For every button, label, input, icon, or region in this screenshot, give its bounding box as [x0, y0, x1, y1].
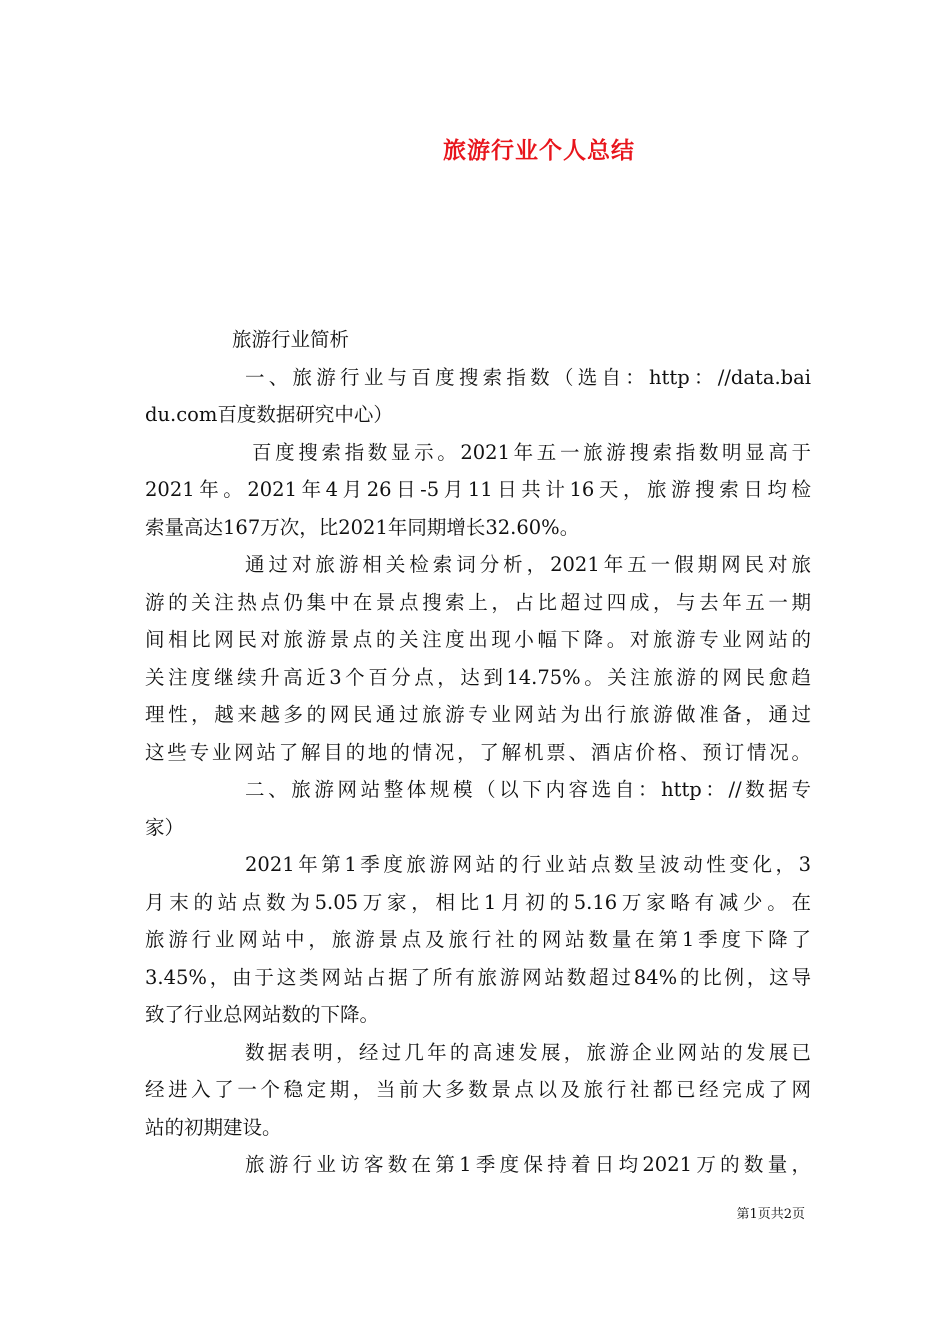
body-line: 致了行业总网站数的下降。 — [145, 1003, 380, 1026]
body-line: 站的初期建设。 — [145, 1115, 282, 1139]
body-line: 月末的站点数为5.05万家，相比1月初的5.16万家略有减少。在 — [145, 890, 811, 914]
body-line: 关注度继续升高近3个百分点，达到14.75%。关注旅游的网民愈趋 — [145, 665, 811, 689]
body-line: 2021年。2021年4月26日-5月11日共计16天，旅游搜索日均检 — [145, 478, 811, 501]
body-line: du.com百度数据研究中心） — [145, 403, 393, 426]
body-line: 理性，越来越多的网民通过旅游专业网站为出行旅游做准备，通过 — [145, 703, 811, 726]
body-line: 旅游行业网站中，旅游景点及旅行社的网站数量在第1季度下降了 — [145, 928, 811, 951]
section-heading: 旅游行业简析 — [232, 328, 350, 351]
body-line: 2021年第1季度旅游网站的行业站点数呈波动性变化，3 — [245, 853, 811, 876]
body-line: 游的关注热点仍集中在景点搜索上，占比超过四成，与去年五一期 — [145, 590, 811, 614]
document-title: 旅游行业个人总结 — [443, 137, 635, 164]
body-line: 这些专业网站了解目的地的情况，了解机票、酒店价格、预订情况。 — [145, 740, 811, 764]
body-line: 旅游行业访客数在第1季度保持着日均2021万的数量， — [245, 1153, 811, 1176]
body-line: 家） — [145, 815, 185, 839]
body-line: 经进入了一个稳定期，当前大多数景点以及旅行社都已经完成了网 — [145, 1078, 811, 1101]
body-line: 索量高达167万次，比2021年同期增长32.60%。 — [145, 515, 580, 539]
body-line: 数据表明，经过几年的高速发展，旅游企业网站的发展已 — [245, 1040, 811, 1064]
page-number-footer: 第1页共2页 — [736, 1207, 805, 1222]
body-line: 3.45%，由于这类网站占据了所有旅游网站数超过84%的比例，这导 — [145, 965, 811, 989]
body-line: 二、旅游网站整体规模（以下内容选自：http：//数据专 — [245, 778, 811, 801]
document-body — [145, 321, 811, 1184]
body-line: 通过对旅游相关检索词分析，2021年五一假期网民对旅 — [245, 553, 811, 576]
body-line: 间相比网民对旅游景点的关注度出现小幅下降。对旅游专业网站的 — [145, 628, 811, 651]
body-line: 一、旅游行业与百度搜索指数（选自：http：//data.bai — [245, 365, 811, 389]
body-line: 百度搜索指数显示。2021年五一旅游搜索指数明显高于 — [252, 440, 811, 464]
